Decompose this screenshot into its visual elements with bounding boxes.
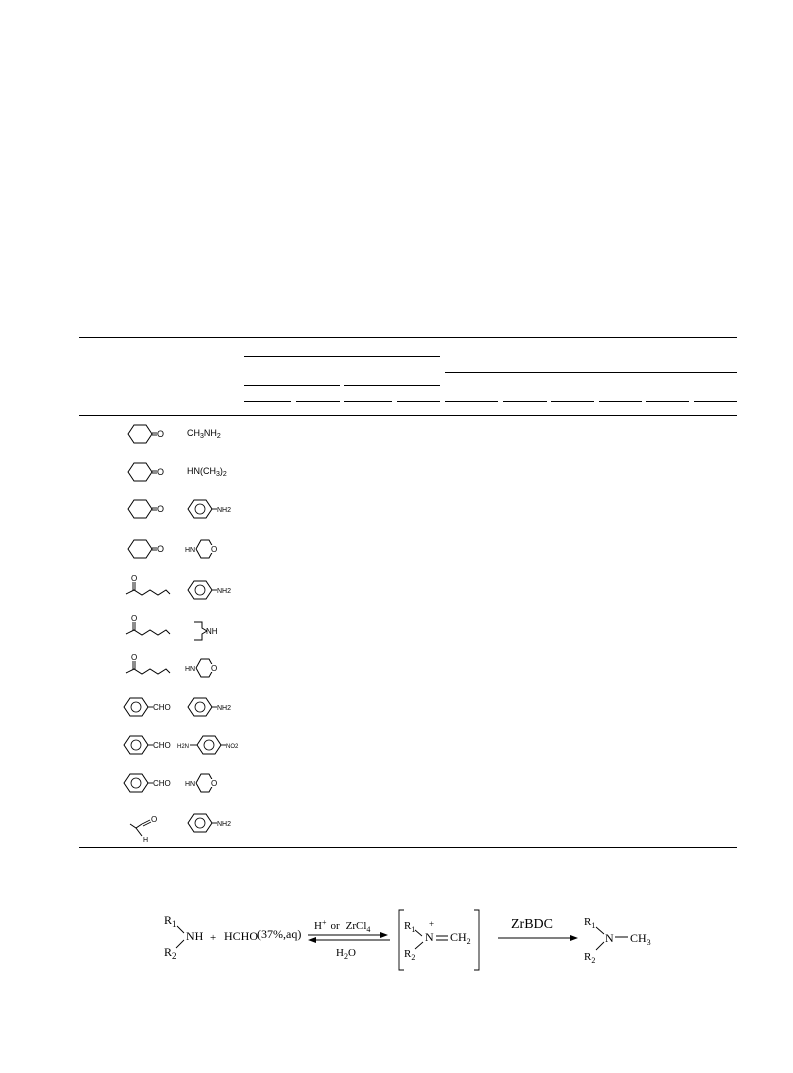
diethylamine-structure (190, 618, 230, 642)
svg-text:NH: NH (186, 929, 204, 943)
equilibrium-arrows (308, 918, 390, 961)
svg-text:O: O (131, 653, 138, 662)
header-rule-col1 (244, 401, 291, 402)
catalyst-arrow (498, 917, 578, 941)
header-rule-col2 (296, 401, 340, 402)
formaldehyde-conditions: (37%,aq) (257, 927, 302, 941)
svg-text:HN: HN (185, 666, 196, 673)
svg-text:N: N (425, 930, 434, 944)
methylamine-label: $CH_3NH_2$ (187, 428, 221, 440)
svg-text:N: N (605, 931, 614, 945)
svg-text:O: O (151, 815, 158, 824)
header-rule-col3 (344, 401, 392, 402)
methacrolein-structure (126, 808, 166, 844)
svg-text:NH2: NH2 (217, 588, 232, 595)
table-header-bottom-rule (79, 415, 737, 416)
svg-text:CHO: CHO (153, 703, 171, 712)
heptanone-structure (118, 572, 178, 602)
svg-text:O: O (131, 614, 138, 623)
header-rule-sub2 (344, 385, 440, 386)
svg-text:O: O (211, 664, 218, 673)
benzaldehyde-structure (121, 733, 181, 757)
morpholine-structure (184, 771, 234, 795)
header-rule-col7 (551, 401, 594, 402)
dimethylamine-label: $HN(CH_3)_2$ (187, 466, 227, 478)
table-top-rule (79, 337, 737, 338)
header-rule-col8 (599, 401, 642, 402)
reaction-scheme (150, 900, 670, 980)
svg-text:NO2: NO2 (226, 744, 239, 750)
morpholine-structure (184, 537, 234, 561)
formaldehyde-label: HCHO (224, 929, 259, 943)
svg-text:H+orZrCl4: H+ or ZrCl$_4$ (314, 918, 371, 934)
svg-text:R2: $R_2$ (164, 945, 177, 961)
cyclohexanone-structure (120, 537, 170, 561)
table-bottom-rule (79, 847, 737, 848)
svg-text:H2N: H2N (177, 744, 190, 750)
aniline-structure (185, 695, 235, 719)
heptanone-structure (118, 651, 178, 681)
svg-text:NH: NH (206, 627, 218, 636)
svg-text:O: O (157, 467, 165, 477)
svg-text:O: O (157, 504, 165, 514)
svg-text:R1: $R_1$ (164, 913, 177, 929)
header-rule-sub1 (244, 385, 340, 386)
plus-sign: + (210, 932, 217, 944)
svg-text:R2: $R_2$ (404, 948, 416, 962)
svg-text:+: + (429, 919, 435, 929)
svg-text:NH2: NH2 (217, 821, 232, 828)
svg-text:O: O (211, 779, 218, 788)
nitroaniline-structure (177, 733, 239, 757)
svg-text:H2O: $H_2O$ (336, 947, 356, 961)
svg-text:NH2: NH2 (217, 705, 232, 712)
svg-text:ZrBDC: ZrBDC (511, 917, 553, 932)
svg-text:R1: $R_1$ (404, 920, 416, 934)
header-rule-group2 (445, 372, 737, 373)
svg-text:R1: $R_1$ (584, 916, 596, 930)
header-rule-col10 (694, 401, 737, 402)
svg-text:O: O (211, 545, 218, 554)
product (584, 916, 651, 965)
svg-text:CHO: CHO (153, 779, 171, 788)
heptanone-structure (118, 612, 178, 642)
header-rule-col9 (646, 401, 689, 402)
benzaldehyde-structure (121, 771, 181, 795)
svg-text:CH3: $CH_3$ (630, 931, 651, 947)
svg-text:O: O (131, 574, 138, 583)
header-rule-col5 (445, 401, 498, 402)
svg-text:CH2: $CH_2$ (450, 930, 471, 946)
cyclohexanone-structure (120, 497, 170, 521)
svg-text:O: O (157, 429, 165, 439)
cyclohexanone-structure (120, 460, 170, 484)
svg-text:R2: $R_2$ (584, 951, 596, 965)
svg-text:HN: HN (185, 781, 196, 788)
header-rule-group1 (244, 356, 440, 357)
amine-reactant (164, 913, 204, 961)
svg-text:HN: HN (185, 547, 196, 554)
aniline-structure (185, 497, 235, 521)
cyclohexanone-structure (120, 422, 170, 446)
benzaldehyde-structure (121, 695, 181, 719)
svg-text:CHO: CHO (153, 741, 171, 750)
aniline-structure (185, 811, 235, 835)
header-rule-col6 (503, 401, 547, 402)
svg-text:NH2: NH2 (217, 507, 232, 514)
svg-text:H: H (143, 837, 149, 844)
aniline-structure (185, 578, 235, 602)
header-rule-col4 (397, 401, 440, 402)
morpholine-structure (184, 656, 234, 680)
iminium-intermediate (399, 910, 479, 970)
svg-text:O: O (157, 544, 165, 554)
